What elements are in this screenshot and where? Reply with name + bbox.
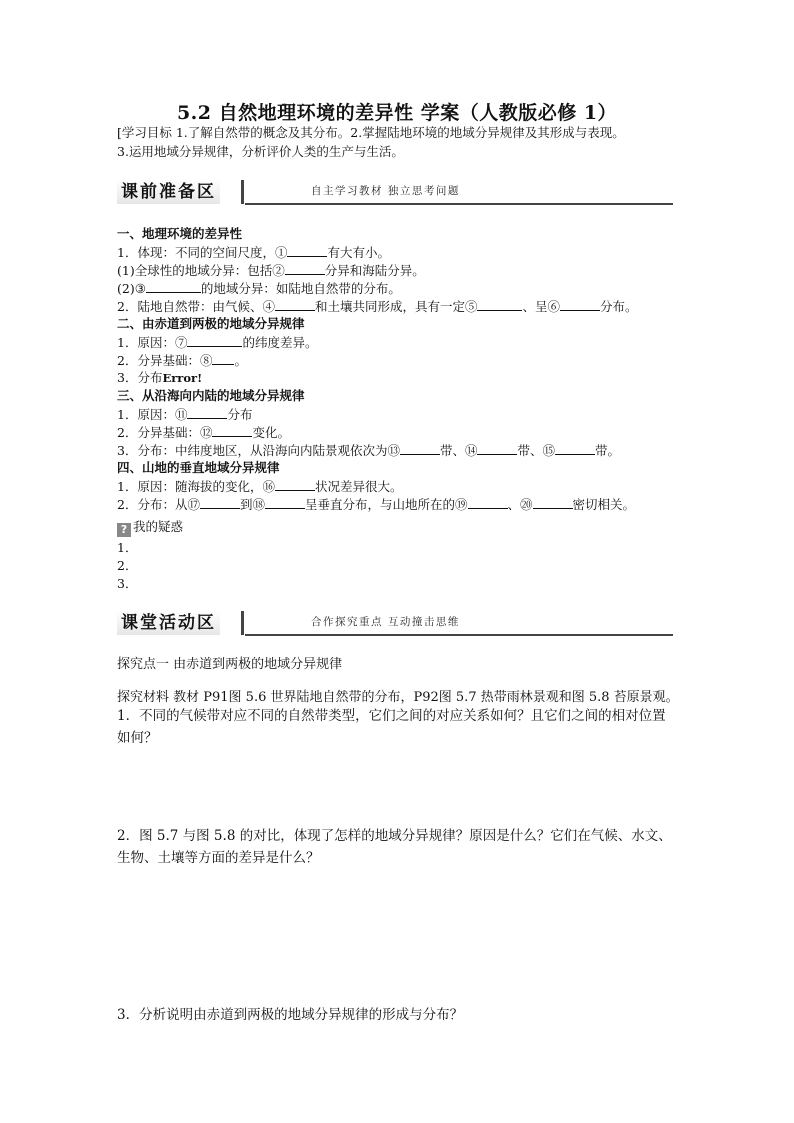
heading-4: 四、山地的垂直地域分异规律 (117, 460, 280, 475)
blank-field[interactable] (187, 405, 227, 419)
question-2: 2．图 5.7 与图 5.8 的对比，体现了怎样的地域分异规律？原因是什么？它们在气候、水文、 生物、土壤等方面的差异是什么？ (117, 828, 672, 866)
heading-2: 二、由赤道到两极的地域分异规律 (117, 316, 305, 331)
section-subtitle: 自主学习教材 独立思考问题 (311, 185, 460, 197)
section-rule (245, 634, 673, 636)
section-rule (245, 203, 673, 205)
blank-field[interactable] (287, 243, 327, 257)
blank-field[interactable] (275, 477, 315, 491)
blank-field[interactable] (468, 495, 508, 509)
blank-field[interactable] (285, 261, 325, 275)
fill-line: 2．陆地自然带：由气候、④ 和土壤共同形成，具有一定⑤ 、呈⑥ 分布。 (117, 299, 638, 314)
doubt-item: 2． (117, 558, 138, 573)
section-divider (241, 611, 244, 635)
blank-field[interactable] (560, 297, 600, 311)
objectives-line-1: [学习目标 1.了解自然带的概念及其分布。2.掌握陆地环境的地域分异规律及其形成与表现。 (117, 125, 625, 140)
blank-field[interactable] (477, 441, 517, 455)
fill-line: 1．原因：⑦ 的纬度差异。 (117, 335, 318, 350)
fill-line: 3．分布Error! (117, 370, 203, 385)
section-subtitle: 合作探究重点 互动撞击思维 (311, 616, 460, 628)
explore-point-heading: 探究点一 由赤道到两极的地域分异规律 (117, 657, 343, 672)
blank-field[interactable] (187, 333, 242, 347)
blank-field[interactable] (477, 297, 522, 311)
fill-line: 1．原因：随海拔的变化，⑯ 状况差异很大。 (117, 479, 403, 494)
objectives-line-2: 3.运用地域分异规律，分析评价人类的生产与生活。 (117, 144, 404, 159)
fill-line: 2．分异基础：⑫ 变化。 (117, 425, 290, 440)
doubt-item: 1． (117, 540, 138, 555)
section-header-activity (117, 611, 673, 637)
heading-3: 三、从沿海向内陆的地域分异规律 (117, 388, 305, 403)
blank-field[interactable] (275, 297, 315, 311)
blank-field[interactable] (200, 495, 240, 509)
question-icon: ? (117, 523, 131, 537)
blank-field[interactable] (212, 351, 234, 365)
blank-field[interactable] (212, 423, 252, 437)
error-text: Error! (162, 371, 203, 385)
fill-line: 1．原因：⑪ 分布 (117, 407, 253, 422)
section-title: 课堂活动区 (117, 611, 220, 635)
heading-1: 一、地理环境的差异性 (117, 226, 243, 241)
section-header-prep (117, 180, 673, 206)
blank-field[interactable] (555, 441, 595, 455)
section-divider (241, 180, 244, 204)
document-title: 5.2 自然地理环境的差异性 学案（人教版必修 1） (176, 102, 618, 124)
fill-line: 2．分布：从⑰ 到⑱ 呈垂直分布，与山地所在的⑲ 、⑳ 密切相关。 (117, 497, 636, 512)
doubt-item: 3． (117, 576, 138, 591)
blank-field[interactable] (146, 279, 201, 293)
fill-line: (1)全球性的地域分异：包括② 分异和海陆分异。 (117, 263, 425, 278)
question-1: 1．不同的气候带对应不同的自然带类型，它们之间的对应关系如何？且它们之间的相对位置 如何？ (117, 708, 666, 746)
fill-line: 1．体现：不同的空间尺度，① 有大有小。 (117, 245, 390, 260)
blank-field[interactable] (533, 495, 573, 509)
explore-material: 探究材料 教材 P91图 5.6 世界陆地自然带的分布，P92图 5.7 热带雨林景观和图 5.8 苔原景观。 (117, 690, 679, 705)
fill-line: (2)③ 的地域分异：如陆地自然带的分布。 (117, 281, 401, 296)
blank-field[interactable] (400, 441, 440, 455)
fill-line: 3．分布：中纬度地区，从沿海向内陆景观依次为⑬ 带、⑭ 带、⑮ 带。 (117, 443, 621, 458)
question-3: 3．分析说明由赤道到两极的地域分异规律的形成与分布？ (117, 1007, 464, 1023)
section-title: 课前准备区 (117, 180, 220, 204)
doubt-heading: ? 我的疑惑 (117, 518, 183, 537)
blank-field[interactable] (265, 495, 305, 509)
fill-line: 2．分异基础：⑧ 。 (117, 353, 247, 368)
